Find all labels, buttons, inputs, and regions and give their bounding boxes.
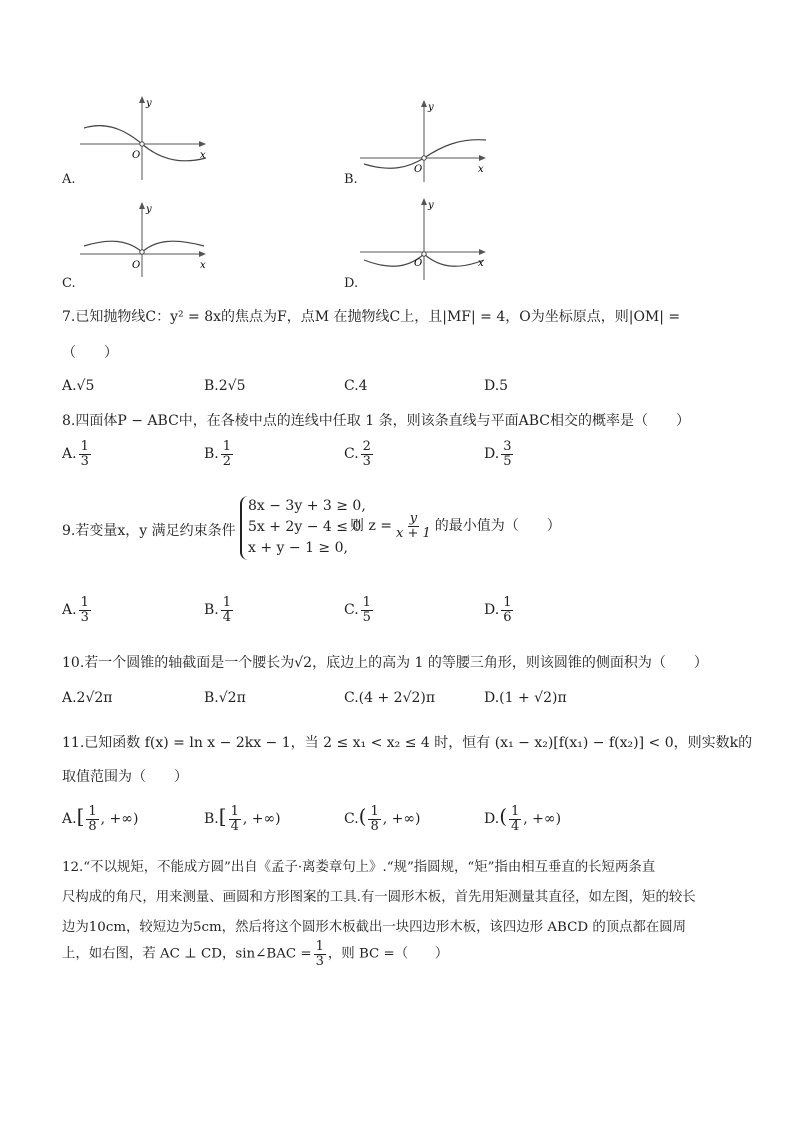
- q11-stem: 11.已知函数 f(x) = ln x − 2kx − 1，当 2 ≤ x₁ < x₂ ≤ 4 时，恒有 (x₁ − x₂)[f(x₁) − f(x₂)] < 0，则实数k的: [62, 735, 753, 751]
- q10-option-c: C.(4 + 2√2)π: [344, 690, 436, 706]
- graph-a-x-label: x: [200, 150, 206, 161]
- graph-b-x-label: x: [478, 164, 484, 175]
- graph-d-origin: O: [414, 258, 423, 269]
- q9-option-d: D. $\frac{1}{6}$: [484, 595, 512, 625]
- graph-a-label: A.: [62, 172, 76, 187]
- q7-option-c: C.4: [344, 378, 368, 394]
- graph-d-label: D.: [344, 276, 359, 291]
- graph-d: [360, 198, 490, 280]
- q7-option-a: A.√5: [62, 378, 95, 394]
- q10-option-a: A.2√2π: [62, 690, 113, 706]
- graph-b: [360, 100, 490, 182]
- q11-option-b: B.[ $\frac{1}{4}$ , +∞): [204, 803, 281, 834]
- q11-stem-2: 取值范围为（ ）: [62, 769, 188, 785]
- graph-c-y-label: y: [146, 204, 152, 215]
- q8-stem: 8.四面体P − ABC中，在各棱中点的连线中任取 1 条，则该条直线与平面ABC相交的概率是（ ）: [62, 413, 690, 429]
- q9-option-c: C. $\frac{1}{5}$: [344, 595, 371, 625]
- q12-line-2: 尺构成的角尺，用来测量、画圆和方形图案的工具.有一圆形木板，首先用矩测量其直径，如左图，矩的较长: [62, 890, 696, 905]
- q8-option-b: B. $\frac{1}{2}$: [204, 439, 232, 469]
- graph-c-label: C.: [62, 276, 76, 291]
- q7-paren: （ ）: [62, 345, 118, 361]
- q9-constraint-3: x + y − 1 ≥ 0,: [248, 540, 348, 556]
- graph-b-y-label: y: [428, 102, 434, 113]
- q8-option-c: C. $\frac{2}{3}$: [344, 439, 371, 469]
- graph-a-y-label: y: [146, 98, 152, 109]
- q7-option-b: B.2√5: [204, 378, 246, 394]
- q10-option-b: B.√2π: [204, 690, 246, 706]
- graph-c: [80, 202, 210, 277]
- q7-stem: 7.已知抛物线C：y² = 8x的焦点为F，点M 在抛物线C上，且|MF| = 4，O为坐标原点，则|OM| =: [62, 309, 681, 325]
- q9-constraint-1: 8x − 3y + 3 ≥ 0,: [248, 498, 366, 514]
- graph-b-origin: O: [414, 164, 423, 175]
- q9-objective: 则 z = $\frac{y}{x + 1}$ 的最小值为（ ）: [350, 511, 561, 541]
- graph-c-x-label: x: [200, 260, 206, 271]
- graph-b-label: B.: [344, 172, 358, 187]
- graph-a: [80, 96, 210, 181]
- q12-line-1: 12.“不以规矩，不能成方圆”出自《孟子·离娄章句上》.“规”指圆规，“矩”指由相互垂直的长短两条直: [62, 860, 656, 875]
- graph-d-y-label: y: [428, 200, 434, 211]
- q9-prefix: 9.若变量x，y 满足约束条件: [62, 523, 236, 539]
- q9-constraint-2: 5x + 2y − 4 ≤ 0: [248, 519, 362, 535]
- q9-constraints: [240, 496, 366, 560]
- q11-option-a: A.[ $\frac{1}{8}$ , +∞): [62, 803, 139, 834]
- q10-stem: 10.若一个圆锥的轴截面是一个腰长为√2，底边上的高为 1 的等腰三角形，则该圆锥的侧面积为（ ）: [62, 655, 708, 671]
- q8-option-d: D. $\frac{3}{5}$: [484, 439, 512, 469]
- q8-option-a: A. $\frac{1}{3}$: [62, 439, 89, 469]
- q7-option-d: D.5: [484, 378, 509, 394]
- q9-option-a: A. $\frac{1}{3}$: [62, 595, 89, 625]
- graph-a-origin: O: [132, 150, 141, 161]
- graph-c-origin: O: [132, 260, 141, 271]
- q11-option-d: D.( $\frac{1}{4}$ , +∞): [484, 803, 562, 834]
- q10-option-d: D.(1 + √2)π: [484, 690, 567, 706]
- q12-line-4: 上，如右图，若 AC ⊥ CD，sin∠BAC = $\frac{1}{3}$ ，则 BC =（ ）: [62, 939, 449, 969]
- q11-option-c: C.( $\frac{1}{8}$ , +∞): [344, 803, 421, 834]
- q12-line-3: 边为10cm，较短边为5cm，然后将这个圆形木板截出一块四边形木板，该四边形 ABCD 的顶点都在圆周: [62, 920, 687, 935]
- q9-option-b: B. $\frac{1}{4}$: [204, 595, 232, 625]
- graph-d-x-label: x: [478, 258, 484, 269]
